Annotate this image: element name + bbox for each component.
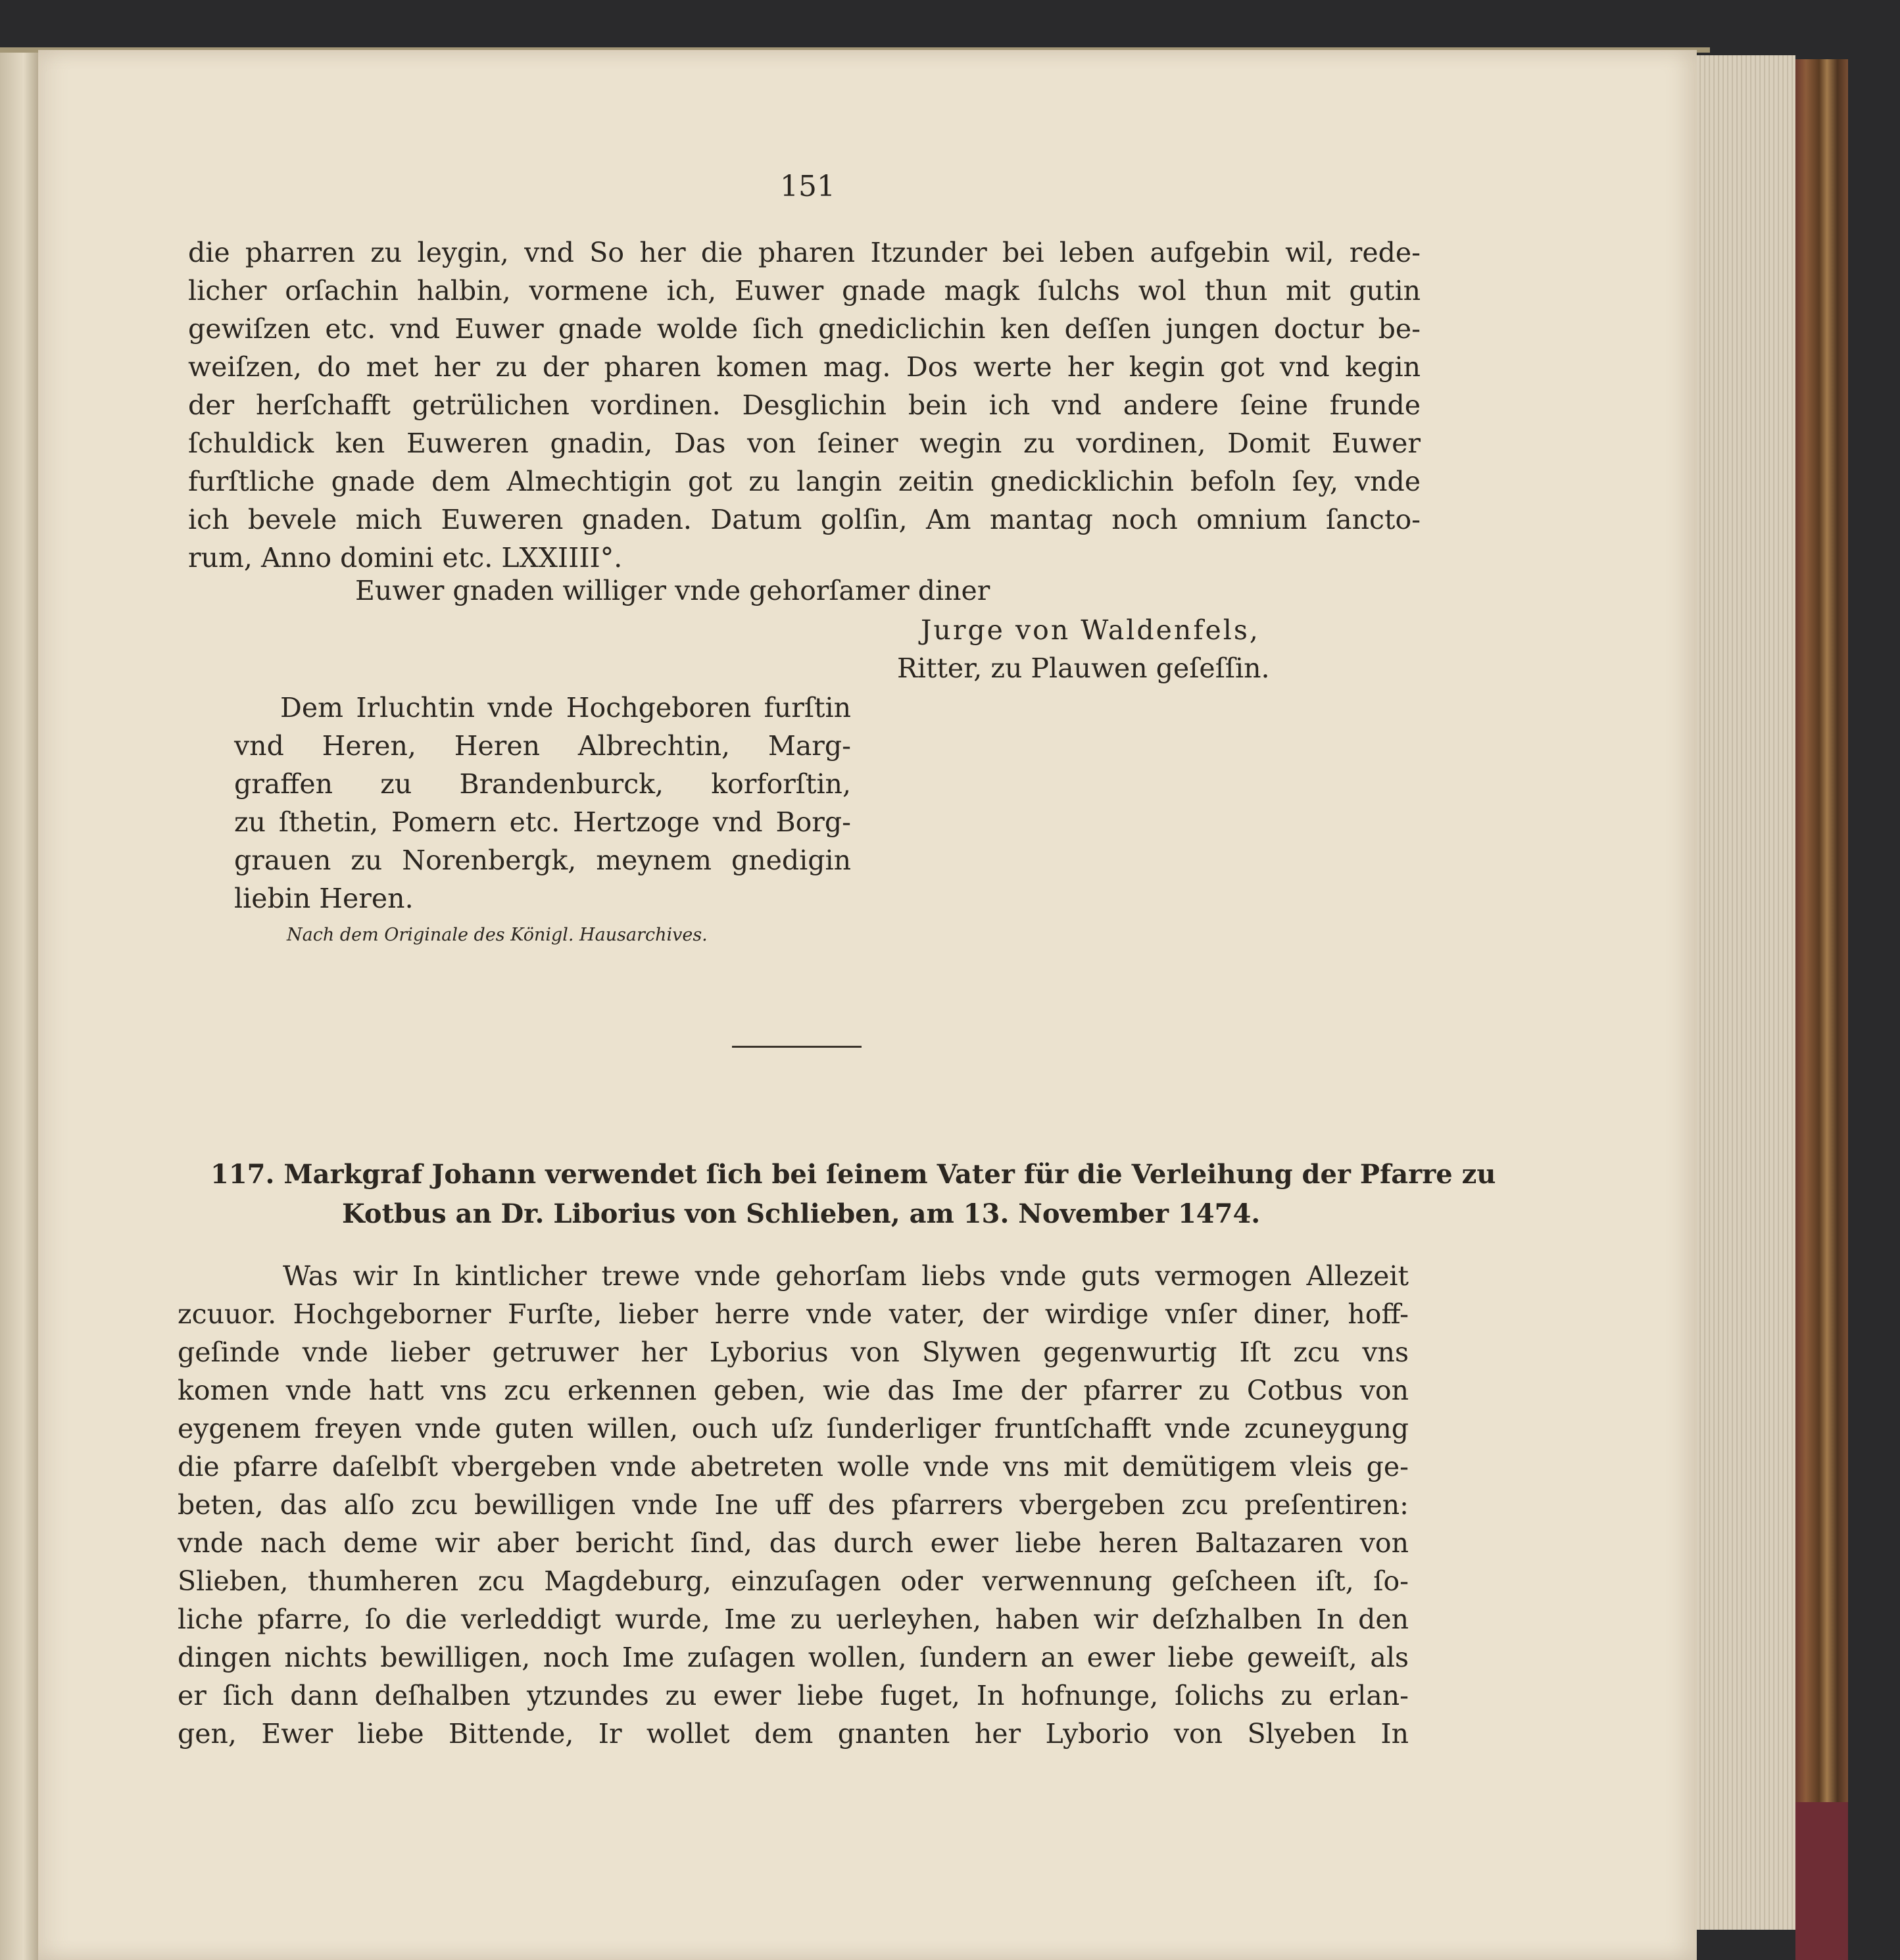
- source-note: Nach dem Originale des Königl. Hausarchives.: [287, 925, 708, 945]
- text-line: eygenem freyen vnde guten willen, ouch uſz ſunderliger fruntſchafft vnde zcuneygung: [178, 1413, 1409, 1444]
- text-line: ſchuldick ken Euweren gnadin, Das von ſeiner wegin zu vordinen, Domit Euwer: [188, 428, 1421, 459]
- text-line: dingen nichts bewilligen, noch Ime zuſagen wollen, ſundern an ewer liebe geweiſt, als: [178, 1642, 1409, 1673]
- doc-117-heading-line2: Kotbus an Dr. Liborius von Schlieben, am 13. November 1474.: [342, 1198, 1261, 1229]
- text-line: die pfarre daſelbſt vbergeben vnde abetreten wolle vnde vns mit demütigem vleis ge-: [178, 1451, 1409, 1482]
- address-line: grauen zu Norenbergk, meynem gnedigin: [234, 845, 851, 876]
- text-line: Slieben, thumheren zcu Magdeburg, einzuſagen oder verwennung geſcheen iſt, ſo-: [178, 1565, 1409, 1597]
- text-line: zcuuor. Hochgeborner Furſte, lieber herre vnde vater, der wirdige vnſer diner, hoff-: [178, 1298, 1409, 1330]
- text-line: gewiſzen etc. vnd Euwer gnade wolde ſich gnediclichin ken deſſen jungen doctur be-: [188, 313, 1421, 345]
- address-line: liebin Heren.: [234, 883, 414, 914]
- cover-corner: [1795, 1802, 1848, 1960]
- text-line: weiſzen, do met her zu der pharen komen mag. Dos werte her kegin got vnd kegin: [188, 351, 1421, 383]
- text-line: gen, Ewer liebe Bittende, Ir wollet dem gnanten her Lyborio von Slyeben In: [178, 1718, 1409, 1750]
- text-line: licher orſachin halbin, vormene ich, Euwer gnade magk ſulchs wol thun mit gutin: [188, 275, 1421, 306]
- signature-title: Ritter, zu Plauwen geſeſſin.: [897, 652, 1270, 684]
- page-number: 151: [780, 170, 835, 203]
- closing-formula: Euwer gnaden williger vnde gehorſamer diner: [355, 575, 990, 606]
- text-line: vnde nach deme wir aber bericht ſind, das durch ewer liebe heren Baltazaren von: [178, 1527, 1409, 1559]
- doc-117-heading-line1: 117. Markgraf Johann verwendet ſich bei ſeinem Vater für die Verleihung der Pfarre zu: [210, 1159, 1496, 1190]
- address-line: Dem Irluchtin vnde Hochgeboren furſtin: [280, 692, 851, 723]
- signature-name: Jurge von Waldenfels,: [921, 614, 1260, 646]
- address-line: graffen zu Brandenburck, korforſtin,: [234, 768, 851, 800]
- text-line: furſtliche gnade dem Almechtigin got zu langin zeitin gnedicklichin befoln ſey, vnde: [188, 466, 1421, 497]
- address-line: zu ſthetin, Pomern etc. Hertzoge vnd Borg-: [234, 806, 851, 838]
- text-line: ich bevele mich Euweren gnaden. Datum golſin, Am mantag noch omnium ſancto-: [188, 504, 1421, 535]
- section-divider: [732, 1046, 862, 1048]
- text-line: er ſich dann deſhalben ytzundes zu ewer liebe fuget, In hofnunge, ſolichs zu erlan-: [178, 1680, 1409, 1711]
- left-page-edge: [0, 47, 39, 1960]
- text-line: beten, das alſo zcu bewilligen vnde Ine uff des pfarrers vbergeben zcu preſentiren:: [178, 1489, 1409, 1521]
- text-line: liche pfarre, ſo die verleddigt wurde, Ime zu uerleyhen, haben wir deſzhalben In den: [178, 1604, 1409, 1635]
- marbled-cover: [1795, 59, 1848, 1960]
- text-line: der herſchafft getrülichen vordinen. Desglichin bein ich vnd andere ſeine frunde: [188, 389, 1421, 421]
- text-line: geſinde vnde lieber getruwer her Lyborius von Slywen gegenwurtig Iſt zcu vns: [178, 1336, 1409, 1368]
- address-line: vnd Heren, Heren Albrechtin, Marg-: [234, 730, 851, 762]
- text-line: die pharren zu leygin, vnd So her die pharen Itzunder bei leben aufgebin wil, rede-: [188, 237, 1421, 268]
- page-stack-edges: [1697, 55, 1795, 1930]
- text-line: Was wir In kintlicher trewe vnde gehorſam liebs vnde guts vermogen Allezeit: [283, 1260, 1409, 1292]
- text-line: rum, Anno domini etc. LXXIIII°.: [188, 542, 623, 574]
- text-line: komen vnde hatt vns zcu erkennen geben, wie das Ime der pfarrer zu Cotbus von: [178, 1375, 1409, 1406]
